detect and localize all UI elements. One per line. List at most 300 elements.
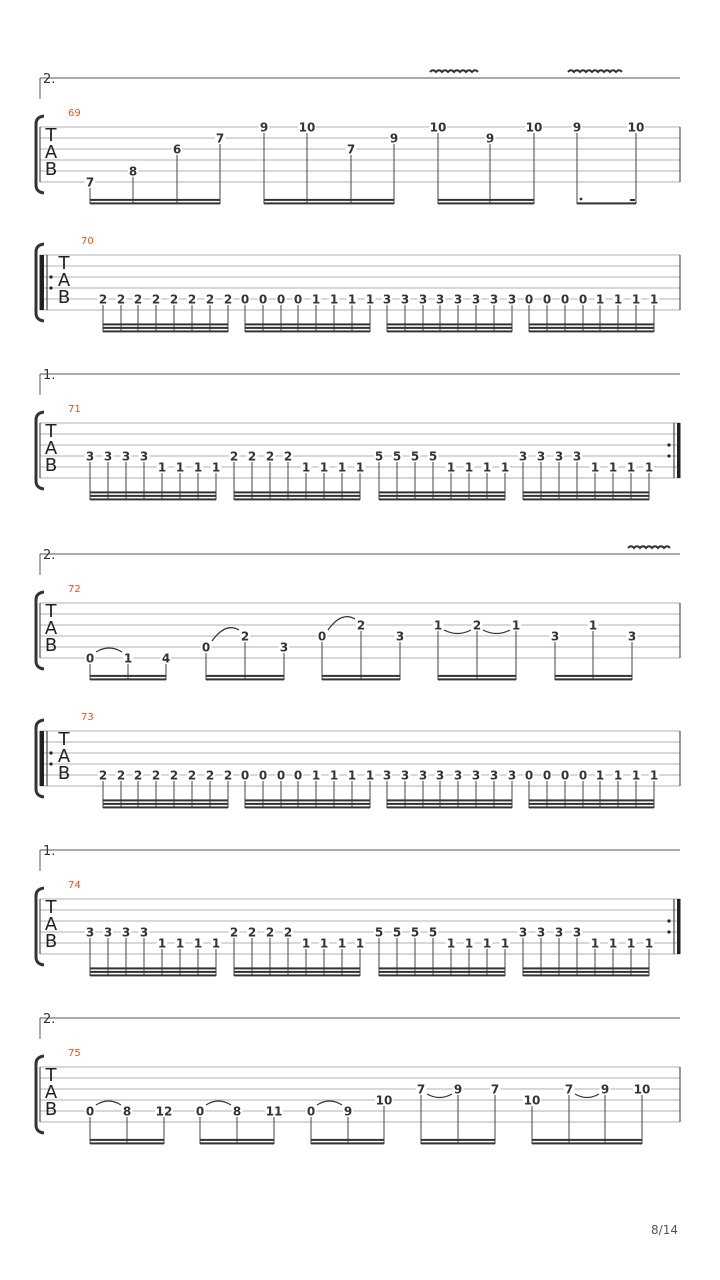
- fret-number: 2: [247, 925, 257, 940]
- fret-number: 1: [446, 460, 456, 475]
- fret-number: 2: [283, 449, 293, 464]
- note-beam: [90, 199, 220, 201]
- note-beam: [103, 323, 228, 325]
- fret-number: 2: [169, 292, 179, 307]
- fret-number: 0: [240, 768, 250, 783]
- fret-number: 2: [98, 292, 108, 307]
- note-beam: [532, 1142, 642, 1144]
- fret-number: 1: [337, 936, 347, 951]
- tab-clef-letter: B: [57, 287, 71, 308]
- fret-number: 0: [201, 640, 211, 655]
- fret-number: 0: [317, 629, 327, 644]
- fret-number: 9: [389, 131, 399, 146]
- fret-number: 3: [418, 292, 428, 307]
- fret-number: 2: [356, 618, 366, 633]
- note-beam: [90, 1139, 164, 1141]
- note-beam: [90, 1142, 164, 1144]
- note-beam: [200, 1139, 274, 1141]
- fret-number: 3: [103, 449, 113, 464]
- fret-number: 2: [247, 449, 257, 464]
- fret-number: 3: [435, 768, 445, 783]
- fret-number: 0: [293, 768, 303, 783]
- fret-number: 0: [195, 1104, 205, 1119]
- fret-number: 1: [482, 460, 492, 475]
- fret-number: 0: [524, 768, 534, 783]
- note-beam: [387, 323, 512, 325]
- fret-number: 1: [311, 292, 321, 307]
- fret-number: 3: [453, 768, 463, 783]
- slur: [206, 1101, 231, 1105]
- fret-number: 1: [157, 460, 167, 475]
- fret-number: 2: [151, 768, 161, 783]
- fret-number: 3: [121, 449, 131, 464]
- tab-clef-letter: A: [57, 270, 71, 291]
- fret-number: 1: [365, 292, 375, 307]
- fret-number: 5: [428, 925, 438, 940]
- fret-number: 1: [337, 460, 347, 475]
- partial-beam: [630, 199, 635, 201]
- fret-number: 0: [258, 292, 268, 307]
- repeat-dot: [49, 275, 52, 278]
- fret-number: 1: [355, 460, 365, 475]
- note-beam: [90, 675, 166, 677]
- fret-number: 10: [375, 1093, 393, 1108]
- fret-number: 3: [572, 925, 582, 940]
- fret-number: 9: [485, 131, 495, 146]
- fret-number: 2: [283, 925, 293, 940]
- fret-number: 8: [128, 164, 138, 179]
- note-beam: [234, 495, 360, 497]
- note-beam: [523, 495, 649, 497]
- note-beam: [245, 327, 370, 329]
- volta-label: 2.: [43, 72, 56, 87]
- fret-number: 2: [133, 292, 143, 307]
- fret-number: 1: [211, 936, 221, 951]
- fret-number: 1: [626, 936, 636, 951]
- repeat-end-thick-bar: [677, 423, 681, 478]
- note-beam: [523, 974, 649, 976]
- rhythm-dot: [580, 198, 583, 201]
- note-beam: [529, 327, 654, 329]
- fret-number: 1: [649, 292, 659, 307]
- repeat-dot: [667, 919, 670, 922]
- fret-number: 3: [435, 292, 445, 307]
- fret-number: 1: [211, 460, 221, 475]
- measure-number: 73: [81, 712, 94, 723]
- tab-clef-letter: T: [45, 421, 57, 442]
- note-beam: [379, 498, 505, 500]
- fret-number: 3: [627, 629, 637, 644]
- note-beam: [245, 803, 370, 805]
- measure-number: 71: [68, 404, 81, 415]
- tab-clef-letter: A: [44, 1082, 58, 1103]
- fret-number: 2: [240, 629, 250, 644]
- measure-number: 74: [68, 880, 81, 891]
- note-beam: [438, 202, 534, 204]
- note-beam: [555, 678, 632, 680]
- fret-number: 0: [578, 768, 588, 783]
- fret-number: 2: [169, 768, 179, 783]
- note-beam: [234, 967, 360, 969]
- fret-number: 1: [608, 460, 618, 475]
- fret-number: 10: [523, 1093, 541, 1108]
- volta-label: 2.: [43, 1012, 56, 1027]
- slur: [96, 1101, 121, 1105]
- repeat-end-thick-bar: [677, 899, 681, 954]
- fret-number: 2: [265, 925, 275, 940]
- fret-number: 5: [410, 925, 420, 940]
- note-beam: [103, 330, 228, 332]
- fret-number: 3: [382, 768, 392, 783]
- note-beam: [90, 678, 166, 680]
- fret-number: 0: [306, 1104, 316, 1119]
- note-beam: [264, 199, 394, 201]
- fret-number: 2: [265, 449, 275, 464]
- fret-number: 1: [613, 768, 623, 783]
- volta-label: 1.: [43, 844, 56, 859]
- note-beam: [90, 491, 216, 493]
- note-beam: [234, 498, 360, 500]
- note-beam: [387, 327, 512, 329]
- fret-number: 1: [613, 292, 623, 307]
- page-number: 8/14: [651, 1223, 678, 1237]
- note-beam: [529, 806, 654, 808]
- note-beam: [90, 971, 216, 973]
- tab-clef-letter: T: [45, 897, 57, 918]
- note-beam: [523, 967, 649, 969]
- fret-number: 4: [161, 651, 171, 666]
- tab-clef-letter: A: [44, 438, 58, 459]
- fret-number: 0: [258, 768, 268, 783]
- fret-number: 1: [482, 936, 492, 951]
- fret-number: 5: [374, 449, 384, 464]
- fret-number: 3: [554, 449, 564, 464]
- tab-clef-letter: A: [44, 618, 58, 639]
- fret-number: 1: [175, 460, 185, 475]
- fret-number: 2: [223, 292, 233, 307]
- fret-number: 3: [518, 925, 528, 940]
- note-beam: [438, 675, 516, 677]
- tab-clef-letter: T: [45, 601, 57, 622]
- fret-number: 1: [311, 768, 321, 783]
- fret-number: 2: [151, 292, 161, 307]
- fret-number: 2: [229, 449, 239, 464]
- fret-number: 0: [524, 292, 534, 307]
- fret-number: 3: [536, 449, 546, 464]
- fret-number: 1: [193, 936, 203, 951]
- note-beam: [379, 971, 505, 973]
- fret-number: 3: [85, 925, 95, 940]
- note-beam: [234, 974, 360, 976]
- fret-number: 1: [595, 292, 605, 307]
- fret-number: 12: [155, 1104, 173, 1119]
- fret-number: 0: [542, 292, 552, 307]
- fret-number: 5: [392, 925, 402, 940]
- slur: [96, 648, 122, 652]
- fret-number: 9: [572, 120, 582, 135]
- note-beam: [103, 327, 228, 329]
- fret-number: 3: [400, 292, 410, 307]
- measure-number: 72: [68, 584, 81, 595]
- fret-number: 3: [395, 629, 405, 644]
- fret-number: 2: [98, 768, 108, 783]
- fret-number: 0: [276, 768, 286, 783]
- fret-number: 1: [644, 460, 654, 475]
- fret-number: 3: [103, 925, 113, 940]
- repeat-dot: [49, 751, 52, 754]
- fret-number: 1: [464, 460, 474, 475]
- note-beam: [387, 799, 512, 801]
- fret-number: 2: [223, 768, 233, 783]
- repeat-dot: [49, 762, 52, 765]
- fret-number: 1: [464, 936, 474, 951]
- fret-number: 1: [329, 768, 339, 783]
- fret-number: 2: [229, 925, 239, 940]
- note-beam: [529, 799, 654, 801]
- fret-number: 3: [572, 449, 582, 464]
- note-beam: [245, 806, 370, 808]
- fret-number: 2: [116, 768, 126, 783]
- fret-number: 11: [265, 1104, 283, 1119]
- fret-number: 3: [453, 292, 463, 307]
- fret-number: 1: [631, 292, 641, 307]
- fret-number: 9: [453, 1082, 463, 1097]
- fret-number: 1: [433, 618, 443, 633]
- tab-clef-letter: A: [44, 142, 58, 163]
- fret-number: 3: [279, 640, 289, 655]
- fret-number: 1: [590, 460, 600, 475]
- fret-number: 10: [298, 120, 316, 135]
- fret-number: 1: [590, 936, 600, 951]
- fret-number: 1: [347, 768, 357, 783]
- measure-number: 75: [68, 1048, 81, 1059]
- fret-number: 1: [157, 936, 167, 951]
- fret-number: 1: [123, 651, 133, 666]
- fret-number: 10: [633, 1082, 651, 1097]
- fret-number: 0: [542, 768, 552, 783]
- tab-clef-letter: A: [57, 746, 71, 767]
- vibrato-mark: [628, 546, 670, 548]
- tab-clef-letter: B: [44, 1099, 58, 1120]
- note-beam: [421, 1142, 495, 1144]
- fret-number: 1: [301, 936, 311, 951]
- fret-number: 2: [205, 292, 215, 307]
- note-beam: [90, 967, 216, 969]
- fret-number: 2: [205, 768, 215, 783]
- fret-number: 10: [627, 120, 645, 135]
- fret-number: 0: [276, 292, 286, 307]
- vibrato-mark: [568, 70, 622, 72]
- fret-number: 2: [187, 292, 197, 307]
- fret-number: 1: [631, 768, 641, 783]
- fret-number: 3: [418, 768, 428, 783]
- fret-number: 2: [116, 292, 126, 307]
- note-beam: [234, 491, 360, 493]
- slur: [575, 1094, 599, 1098]
- fret-number: 0: [560, 768, 570, 783]
- fret-number: 0: [85, 1104, 95, 1119]
- fret-number: 7: [346, 142, 356, 157]
- fret-number: 0: [560, 292, 570, 307]
- fret-number: 9: [259, 120, 269, 135]
- fret-number: 9: [600, 1082, 610, 1097]
- fret-number: 8: [232, 1104, 242, 1119]
- fret-number: 1: [500, 460, 510, 475]
- fret-number: 0: [240, 292, 250, 307]
- note-beam: [421, 1139, 495, 1141]
- note-beam: [245, 330, 370, 332]
- fret-number: 3: [554, 925, 564, 940]
- note-beam: [264, 202, 394, 204]
- note-beam: [90, 495, 216, 497]
- fret-number: 1: [626, 460, 636, 475]
- note-beam: [206, 678, 284, 680]
- tab-clef-letter: B: [44, 635, 58, 656]
- fret-number: 7: [490, 1082, 500, 1097]
- tab-clef-letter: A: [44, 914, 58, 935]
- fret-number: 10: [525, 120, 543, 135]
- fret-number: 8: [122, 1104, 132, 1119]
- fret-number: 7: [416, 1082, 426, 1097]
- fret-number: 7: [564, 1082, 574, 1097]
- tab-clef-letter: B: [44, 931, 58, 952]
- fret-number: 1: [446, 936, 456, 951]
- fret-number: 0: [85, 651, 95, 666]
- fret-number: 2: [472, 618, 482, 633]
- fret-number: 1: [301, 460, 311, 475]
- fret-number: 3: [471, 768, 481, 783]
- note-beam: [311, 1139, 384, 1141]
- note-beam: [387, 803, 512, 805]
- note-beam: [90, 498, 216, 500]
- fret-number: 5: [410, 449, 420, 464]
- note-beam: [379, 495, 505, 497]
- slur: [444, 630, 471, 634]
- note-beam: [379, 967, 505, 969]
- vibrato-mark: [430, 70, 478, 72]
- fret-number: 3: [536, 925, 546, 940]
- fret-number: 2: [133, 768, 143, 783]
- fret-number: 3: [400, 768, 410, 783]
- fret-number: 1: [511, 618, 521, 633]
- note-beam: [200, 1142, 274, 1144]
- slur: [483, 630, 510, 634]
- repeat-dot: [49, 286, 52, 289]
- note-beam: [234, 971, 360, 973]
- note-beam: [103, 806, 228, 808]
- note-beam: [577, 202, 636, 204]
- fret-number: 6: [172, 142, 182, 157]
- fret-number: 3: [382, 292, 392, 307]
- note-beam: [245, 323, 370, 325]
- fret-number: 0: [293, 292, 303, 307]
- repeat-dot: [667, 443, 670, 446]
- repeat-dot: [667, 930, 670, 933]
- fret-number: 3: [507, 768, 517, 783]
- tab-clef-letter: B: [44, 455, 58, 476]
- fret-number: 3: [471, 292, 481, 307]
- note-beam: [90, 202, 220, 204]
- slur: [427, 1094, 452, 1098]
- fret-number: 9: [343, 1104, 353, 1119]
- fret-number: 1: [649, 768, 659, 783]
- fret-number: 1: [608, 936, 618, 951]
- note-beam: [379, 974, 505, 976]
- fret-number: 7: [85, 175, 95, 190]
- fret-number: 1: [588, 618, 598, 633]
- tab-clef-letter: T: [58, 729, 70, 750]
- note-beam: [523, 971, 649, 973]
- fret-number: 5: [428, 449, 438, 464]
- fret-number: 0: [578, 292, 588, 307]
- repeat-dot: [667, 454, 670, 457]
- tab-clef-letter: B: [44, 159, 58, 180]
- note-beam: [529, 323, 654, 325]
- note-beam: [532, 1139, 642, 1141]
- fret-number: 7: [215, 131, 225, 146]
- fret-number: 5: [374, 925, 384, 940]
- fret-number: 1: [193, 460, 203, 475]
- fret-number: 3: [139, 925, 149, 940]
- fret-number: 1: [175, 936, 185, 951]
- note-beam: [555, 675, 632, 677]
- note-beam: [438, 199, 534, 201]
- note-beam: [103, 799, 228, 801]
- fret-number: 3: [518, 449, 528, 464]
- note-beam: [245, 799, 370, 801]
- fret-number: 3: [507, 292, 517, 307]
- slur: [317, 1101, 342, 1105]
- tab-clef-letter: T: [45, 1065, 57, 1086]
- fret-number: 1: [644, 936, 654, 951]
- note-beam: [311, 1142, 384, 1144]
- fret-number: 3: [489, 768, 499, 783]
- slur: [328, 617, 355, 630]
- note-beam: [438, 678, 516, 680]
- note-beam: [529, 330, 654, 332]
- fret-number: 1: [500, 936, 510, 951]
- tab-clef-letter: T: [45, 125, 57, 146]
- slur: [212, 628, 239, 641]
- note-beam: [387, 330, 512, 332]
- fret-number: 3: [121, 925, 131, 940]
- repeat-start-thick-bar: [40, 731, 44, 786]
- fret-number: 1: [355, 936, 365, 951]
- fret-number: 3: [85, 449, 95, 464]
- fret-number: 10: [429, 120, 447, 135]
- repeat-start-thick-bar: [40, 255, 44, 310]
- tab-clef-letter: B: [57, 763, 71, 784]
- fret-number: 1: [329, 292, 339, 307]
- fret-number: 3: [489, 292, 499, 307]
- fret-number: 3: [550, 629, 560, 644]
- note-beam: [90, 974, 216, 976]
- fret-number: 1: [319, 936, 329, 951]
- tab-clef-letter: T: [58, 253, 70, 274]
- volta-label: 2.: [43, 548, 56, 563]
- note-beam: [322, 675, 400, 677]
- volta-label: 1.: [43, 368, 56, 383]
- note-beam: [322, 678, 400, 680]
- fret-number: 1: [595, 768, 605, 783]
- fret-number: 1: [319, 460, 329, 475]
- note-beam: [529, 803, 654, 805]
- note-beam: [379, 491, 505, 493]
- fret-number: 3: [139, 449, 149, 464]
- fret-number: 2: [187, 768, 197, 783]
- note-beam: [206, 675, 284, 677]
- fret-number: 1: [347, 292, 357, 307]
